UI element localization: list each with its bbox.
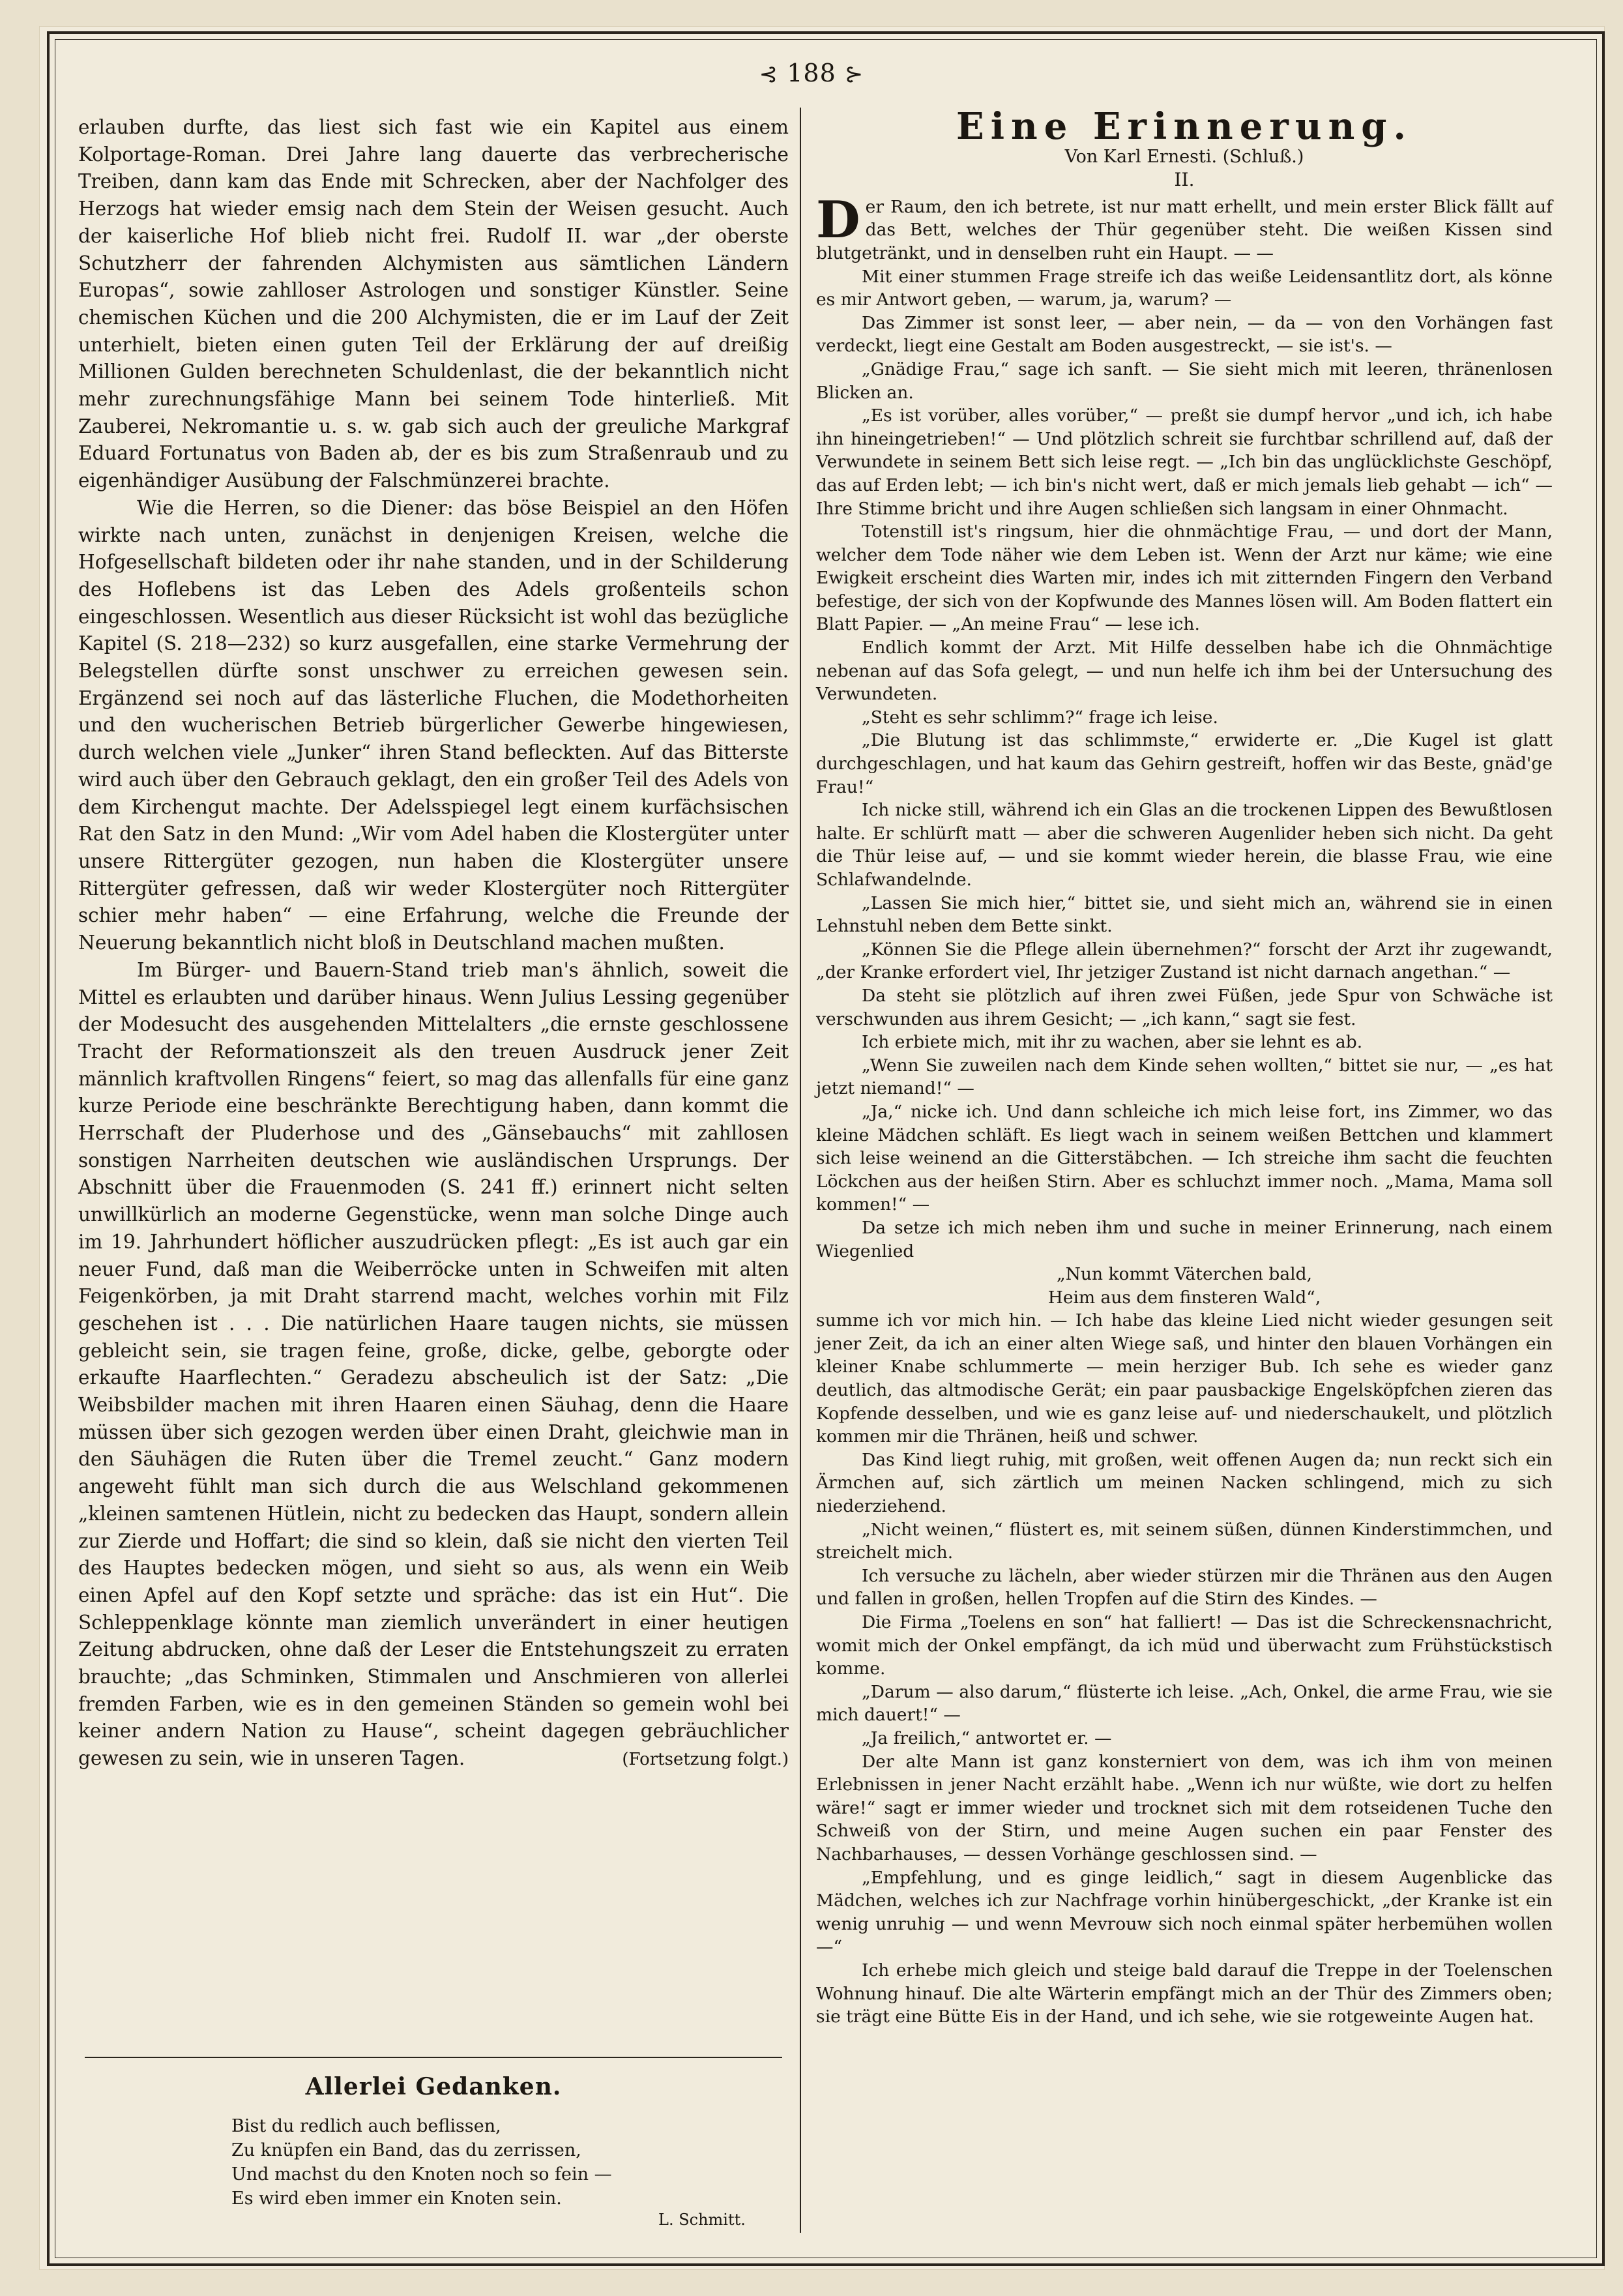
paragraph: summe ich vor mich hin. — Ich habe das kleine Lied nicht wieder gesungen seit jener Zeit, da ich an einer alten Wiege saß, und hinter den blauen Vorhängen ein kleiner Knabe schlummerte — mein herziger Bub. Ich sehe es wieder ganz deutlich, das altmodische Gerät; ein paar pausbackige Engelsköpfchen zieren das Kopfende desselben, und wie es ganz leise auf- und niederschaukelt, und plötzlich kommen mir die Thränen, heiß und schwer. — [816, 1310, 1553, 1447]
article-byline: Von Karl Ernesti. (Schluß.) — [1064, 146, 1304, 167]
paragraph: Da setze ich mich neben ihm und suche in meiner Erinnerung, nach einem Wiegenlied — [816, 1217, 1553, 1261]
continuation-note: (Fortsetzung folgt.) — [622, 1749, 789, 1769]
section-divider — [85, 2057, 782, 2058]
paragraph: Da steht sie plötzlich auf ihren zwei Füßen, jede Spur von Schwäche ist verschwunden aus ihrem Gesicht; — „ich kann,“ sagt sie fest. — [816, 985, 1553, 1029]
paragraph: „Ja freilich,“ antwortet er. — — [862, 1728, 1112, 1748]
paragraph: Ich erhebe mich gleich und steige bald darauf die Treppe in der Toelenschen Wohnung hinauf. Die alte Wärterin empfängt mich an der Thür des Zimmers oben; sie trägt eine Bütte Eis in der Hand, und ich sehe, wie sie rotgeweinte Augen hat. — [816, 1960, 1553, 2027]
miscellany-title: Allerlei Gedanken. — [305, 2073, 562, 2100]
column-divider — [800, 108, 801, 2233]
paragraph: Das Kind liegt ruhig, mit großen, weit offenen Augen da; nun reckt sich ein Ärmchen auf, sich zärtlich um meinen Nacken schlingend, mich zu sich niederziehend. — [816, 1449, 1553, 1517]
ornament-right-icon: ⊱ — [844, 61, 864, 87]
paragraph: Ich erbiete mich, mit ihr zu wachen, aber sie lehnt es ab. — [862, 1032, 1363, 1053]
poem — [231, 2114, 772, 2211]
paragraph: Endlich kommt der Arzt. Mit Hilfe desselben habe ich die Ohnmächtige nebenan auf das Sofa gelegt, — und nun helfe ich ihm bei der Untersuchung des Verwundeten. — [816, 638, 1553, 705]
first-paragraph-text: er Raum, den ich betrete, ist nur matt erhellt, und mein erster Blick fällt auf das Bett, welches der Thür gegenüber steht. Die weißen Kissen sind blutgetränkt, und in denselben ruht ein Haupt. — — — [816, 196, 1553, 263]
page-number: 188 — [787, 59, 836, 87]
paragraph: Der alte Mann ist ganz konsterniert von dem, was ich ihm von meinen Erlebnissen in jener Nacht erzählt habe. „Wenn ich nur wüßte, wie dort zu helfen wäre!“ sagt er immer wieder und trocknet sich mit dem rotseidenen Tuche den Schweiß von der Stirn, und meine Augen suchen ein paar Fenster des Nachbarhauses, — dessen Vorhänge geschlossen sind. — — [816, 1751, 1553, 1864]
paragraph: Das Zimmer ist sonst leer, — aber nein, — da — von den Vorhängen fast verdeckt, liegt eine Gestalt am Boden ausgestreckt, — sie ist's. — — [816, 312, 1553, 357]
paragraph: Ich nicke still, während ich ein Glas an die trockenen Lippen des Bewußtlosen halte. Er schlürft matt — aber die schweren Augenlider heben sich nicht. Da geht die Thür leise auf, — und sie kommt wieder herein, die blasse Frau, wie eine Schlafwandelnde. — [816, 800, 1553, 890]
drop-cap: D — [816, 190, 860, 250]
ornament-left-icon: ⊰ — [759, 61, 779, 87]
paragraph: „Wenn Sie zuweilen nach dem Kinde sehen wollten,“ bittet sie nur, — „es hat jetzt niemand!“ — — [816, 1055, 1553, 1099]
paragraph: „Lassen Sie mich hier,“ bittet sie, und sieht mich an, während sie in einen Lehnstuhl neben dem Bette sinkt. — [816, 892, 1553, 937]
paragraph: „Es ist vorüber, alles vorüber,“ — preßt sie dumpf hervor „und ich, ich habe ihn hineingetrieben!“ — Und plötzlich schreit sie furchtbar schrillend auf, daß der Verwundete in seinem Bett sich leise regt. — „Ich bin das unglücklichste Geschöpf, das auf Erden lebt; — ich bin's nicht wert, daß er mich jemals lieb gehabt — ich“ — Ihre Stimme bricht und ihre Augen schließen sich langsam in einer Ohnmacht. — [816, 405, 1553, 519]
verse-line: „Nun kommt Väterchen bald, — [1056, 1264, 1313, 1285]
paragraph: Totenstill ist's ringsum, hier die ohnmächtige Frau, — und dort der Mann, welcher dem Tode näher wie dem Leben ist. Wenn der Arzt nur käme; wie eine Ewigkeit erscheint dies Warten mir, indes ich mit zitternden Fingern den Verband befestige, der sich von der Kopfwunde des Mannes lösen will. Am Boden flattert ein Blatt Papier. — „An meine Frau“ — lese ich. — [816, 522, 1553, 635]
part-number: II. — [1174, 169, 1195, 191]
paragraph: Ich versuche zu lächeln, aber wieder stürzen mir die Thränen aus den Augen und fallen in großen, hellen Tropfen auf die Stirn des Kindes. — — [816, 1565, 1553, 1610]
paragraph: Im Bürger- und Bauern-Stand trieb man's ähnlich, soweit die Mittel es erlaubten und darüber hinaus. Wenn Julius Lessing gegenüber der Modesucht des ausgehenden Mittelalters „die ernste geschlossene Tracht der Reformationszeit als den treuen Ausdruck jener Zeit männlich kraftvollen Ringens“ feiert, so mag das allenfalls für eine ganz kurze Periode eine beschränkte Berechtigung haben, dann kommt die Herrschaft der Pluderhose und des „Gänsebauchs“ mit zahllosen sonstigen Narrheiten deutschen wie ausländischen Ursprungs. Der Abschnitt über die Frauenmoden (S. 241 ff.) erinnert nicht selten unwillkürlich an moderne Gegenstücke, wenn man solche Dinge auch im 19. Jahrhundert höflicher auszudrücken pflegt: „Es ist auch gar ein neuer Fund, daß man die Weiberröcke unten in Schweifen mit alten Feigenkörben, ja mit Draht starrend macht, welches vorhin mit Filz geschehen ist . . . Die natürlichen Haare taugen nichts, sie müssen gebleicht sein, sie tragen feine, große, dicke, gelbe, geborgte oder erkaufte Haarflechten.“ Geradezu abscheulich ist der Satz: „Die Weibsbilder machen mit ihren Haaren einen Säuhag, denn die Haare müssen über sich gezogen werden über einen Draht, gleichwie man in den Säuhägen die Ruten über die Tremel zeucht.“ Ganz modern angeweht fühlt man sich durch die aus Welschland gekommenen „kleinen samtenen Hütlein, nicht zu bedecken das Haupt, sondern allein zur Zierde und Hoffart; die sind so klein, daß sie nicht den vierten Teil des Hauptes bedecken mögen, und sieht so aus, als wenn ein Weib einen Apfel auf den Kopf setzte und spräche: das ist ein Hut“. Die Schleppenklage könnte man ziemlich unverändert in einer heutigen Zeitung abdrucken, ohne daß der Leser die Entstehungszeit zu erraten brauchte; „das Schminken, Stimmalen und Anschmieren von allerlei fremden Farben, wie es in den gemeinen Ständen so gemein wohl bei keiner andern Nation zu Hause“, scheint dagegen gebräuchlicher gewesen zu sein, wie in unseren Tagen. — [78, 958, 789, 1770]
paragraph: „Können Sie die Pflege allein übernehmen?“ forscht der Arzt ihr zugewandt, „der Kranke erfordert viel, Ihr jetziger Zustand ist nicht darnach angethan.“ — — [816, 939, 1553, 983]
paragraph: Mit einer stummen Frage streife ich das weiße Leidensantlitz dort, als könne es mir Antwort geben, — warum, ja, warum? — — [816, 266, 1553, 310]
paragraph: „Ja,“ nicke ich. Und dann schleiche ich mich leise fort, ins Zimmer, wo das kleine Mädchen schläft. Es liegt wach in seinem weißen Bettchen und klammert sich leise weinend an die Gitterstäbchen. — Ich streiche ihm sacht die feuchten Löckchen aus der heißen Stirn. Aber es schluchzt immer noch. „Mama, Mama soll kommen!“ — — [816, 1101, 1553, 1215]
poem-line: Es wird eben immer ein Knoten sein. — [231, 2188, 562, 2209]
paragraph: erlauben durfte, das liest sich fast wie ein Kapitel aus einem Kolportage-Roman. Drei Jahre lang dauerte das verbrecherische Treiben, dann kam das Ende mit Schrecken, aber der Nachfolger des Herzogs hat wieder emsig nach dem Stein der Weisen gesucht. Auch der kaiserliche Hof blieb nicht frei. Rudolf II. war „der oberste Schutzherr der fahrenden Alchymisten aus sämtlichen Ländern Europas“, sowie zahlloser Astrologen und sonstiger Künstler. Seine chemischen Küchen und die 200 Alchymisten, die er im Lauf der Zeit unterhielt, bieten einen guten Teil der Erklärung der auf dreißig Millionen Gulden berechneten Schuldenlast, die der bekanntlich nicht mehr zurechnungsfähige Mann bei seinem Tode hinterließ. Mit Zauberei, Nekromantie u. s. w. gab sich auch der greuliche Markgraf Eduard Fortunatus von Baden ab, der es bis zum Straßenraub und zu eigenhändiger Ausübung der Falschmünzerei brachte. — [78, 116, 789, 492]
paragraph: „Gnädige Frau,“ sage ich sanft. — Sie sieht mich mit leeren, thränenlosen Blicken an. — [816, 359, 1553, 403]
paragraph: Die Firma „Toelens en son“ hat falliert! — Das ist die Schreckensnachricht, womit mich der Onkel empfängt, da ich müd und überwacht zum Frühstückstisch komme. — [816, 1612, 1553, 1679]
paragraph: „Darum — also darum,“ flüsterte ich leise. „Ach, Onkel, die arme Frau, wie sie mich dauert!“ — — [816, 1681, 1553, 1726]
right-column — [816, 105, 1553, 2029]
poem-author: L. Schmitt. — [658, 2211, 746, 2229]
paragraph: „Nicht weinen,“ flüstert es, mit seinem süßen, dünnen Kinderstimmchen, und streichelt mich. — [816, 1519, 1553, 1563]
first-paragraph — [816, 190, 1553, 265]
article-title: Eine Erinnerung. — [956, 105, 1412, 148]
paragraph: „Empfehlung, und es ginge leidlich,“ sagt in diesem Augenblicke das Mädchen, welches ich zur Nachfrage vorhin hinübergeschickt, „der Kranke ist ein wenig unruhig — und wenn Mevrouw sich noch einmal später herbemühen wollen —“ — [816, 1867, 1553, 1958]
poem-line: Zu knüpfen ein Band, das du zerrissen, — [231, 2140, 581, 2160]
poem-line: Und machst du den Knoten noch so fein — — [231, 2164, 612, 2185]
poem-line: Bist du redlich auch beflissen, — [231, 2116, 501, 2136]
verse-line: Heim aus dem finsteren Wald“, — [1047, 1287, 1321, 1308]
paragraph: Wie die Herren, so die Diener: das böse Beispiel an den Höfen wirkte nach unten, zunächst in denjenigen Kreisen, welche die Hofgesellschaft bildeten oder ihr nahe standen, und in der Schilderung des Hoflebens ist das Leben des Adels großenteils schon eingeschlossen. Wesentlich aus dieser Rücksicht ist wohl das bezügliche Kapitel (S. 218—232) so kurz ausgefallen, eine starke Vermehrung der Belegstellen dürfte sonst unschwer zu erreichen gewesen sein. Ergänzend sei noch auf das lästerliche Fluchen, die Modethorheiten und den wucherischen Betrieb bürgerlicher Gewerbe hingewiesen, durch welchen viele „Junker“ ihren Stand befleckten. Auf das Bitterste wird auch über den Gebrauch geklagt, den ein großer Teil des Adels von dem Kirchengut machte. Der Adelsspiegel legt einem kurfächsischen Rat den Satz in den Mund: „Wir vom Adel haben die Klostergüter unter unsere Rittergüter gezogen, nun haben die Klostergüter unsere Rittergüter gefressen, daß wir weder Klostergüter noch Rittergüter schier mehr haben“ — eine Erfahrung, welche die Freunde der Neuerung bekanntlich nicht bloß in Deutschland machen mußten. — [78, 496, 789, 954]
page-header — [704, 59, 919, 87]
paragraph: „Die Blutung ist das schlimmste,“ erwiderte er. „Die Kugel ist glatt durchgeschlagen, und hat kaum das Gehirn gestreift, hoffen wir das Beste, gnäd'ge Frau!“ — [816, 730, 1553, 797]
left-column — [78, 114, 789, 1774]
paragraph: „Steht es sehr schlimm?“ frage ich leise. — [862, 707, 1218, 728]
